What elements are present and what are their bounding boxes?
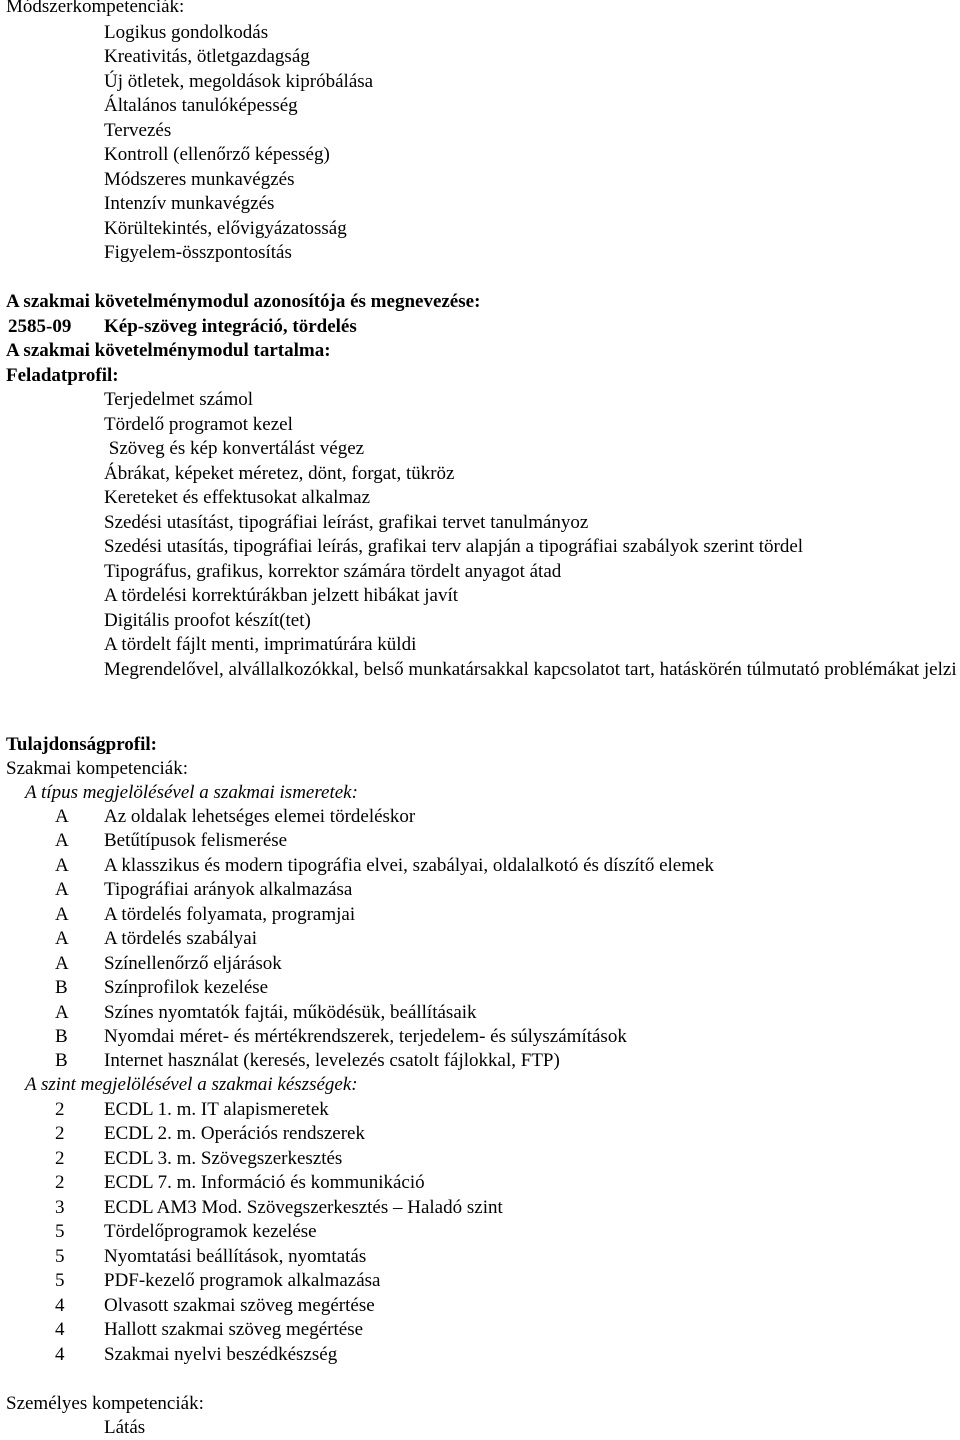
skill-level: 4: [55, 1295, 65, 1316]
knowledge-item: Az oldalak lehetséges elemei tördeléskor: [104, 806, 416, 827]
task-item: Szöveg és kép konvertálást végez: [104, 438, 365, 459]
method-item: Figyelem-összpontosítás: [104, 242, 292, 263]
skill-level: 5: [55, 1270, 65, 1291]
skill-item: ECDL 1. m. IT alapismeretek: [104, 1099, 329, 1120]
knowledge-code: A: [55, 953, 69, 974]
task-item: Tipográfus, grafikus, korrektor számára tördelt anyagot átad: [104, 561, 562, 582]
task-item: A tördelt fájlt menti, imprimatúrára küldi: [104, 634, 417, 655]
module-id-heading: A szakmai követelménymodul azonosítója és megnevezése:: [6, 291, 481, 312]
task-item: Digitális proofot készít(tet): [104, 610, 311, 631]
task-item: Terjedelmet számol: [104, 389, 254, 410]
knowledge-item: A tördelés szabályai: [104, 928, 258, 949]
skill-item: Hallott szakmai szöveg megértése: [104, 1319, 364, 1340]
task-item: Szedési utasítást, tipográfiai leírást, grafikai tervet tanulmányoz: [104, 512, 589, 533]
method-item: Logikus gondolkodás: [104, 22, 269, 43]
knowledge-code: A: [55, 855, 69, 876]
skill-level: 2: [55, 1123, 65, 1144]
knowledge-code: B: [55, 1050, 68, 1071]
skill-level: 5: [55, 1246, 65, 1267]
skill-item: Olvasott szakmai szöveg megértése: [104, 1295, 375, 1316]
knowledge-code: A: [55, 904, 69, 925]
task-item: Szedési utasítás, tipográfiai leírás, grafikai terv alapján a tipográfiai szabályok szerint tördel: [104, 536, 804, 557]
property-profile-heading: Tulajdonságprofil:: [6, 734, 157, 755]
skill-item: ECDL 7. m. Információ és kommunikáció: [104, 1172, 425, 1193]
method-item: Módszeres munkavégzés: [104, 169, 295, 190]
task-item: Megrendelővel, alvállalkozókkal, belső munkatársakkal kapcsolatot tart, hatáskörén túlmutató problémákat jelzi: [104, 659, 957, 680]
module-name: Kép-szöveg integráció, tördelés: [104, 316, 357, 337]
skill-item: Tördelőprogramok kezelése: [104, 1221, 317, 1242]
task-item: A tördelési korrektúrákban jelzett hibákat javít: [104, 585, 459, 606]
module-content-heading: A szakmai követelménymodul tartalma:: [6, 340, 331, 361]
knowledge-item: Nyomdai méret- és mértékrendszerek, terjedelem- és súlyszámítások: [104, 1026, 627, 1047]
skills-heading: A szint megjelölésével a szakmai készségek:: [25, 1074, 358, 1095]
knowledge-code: B: [55, 977, 68, 998]
knowledge-code: A: [55, 830, 69, 851]
method-item: Kreativitás, ötletgazdagság: [104, 46, 310, 67]
knowledge-code: A: [55, 806, 69, 827]
knowledge-code: A: [55, 1002, 69, 1023]
skill-item: ECDL 2. m. Operációs rendszerek: [104, 1123, 365, 1144]
skill-level: 5: [55, 1221, 65, 1242]
knowledge-item: Internet használat (keresés, levelezés csatolt fájlokkal, FTP): [104, 1050, 560, 1071]
task-item: Ábrákat, képeket méretez, dönt, forgat, tükröz: [104, 463, 455, 484]
knowledge-code: A: [55, 879, 69, 900]
skill-level: 2: [55, 1172, 65, 1193]
skill-item: Szakmai nyelvi beszédkészség: [104, 1344, 338, 1365]
knowledge-item: Színellenőrző eljárások: [104, 953, 282, 974]
skill-item: Nyomtatási beállítások, nyomtatás: [104, 1246, 367, 1267]
skill-level: 2: [55, 1148, 65, 1169]
skill-level: 4: [55, 1319, 65, 1340]
knowledge-item: Színprofilok kezelése: [104, 977, 269, 998]
method-item: Intenzív munkavégzés: [104, 193, 275, 214]
knowledge-heading: A típus megjelölésével a szakmai ismeretek:: [25, 782, 358, 803]
personal-item: Látás: [104, 1417, 146, 1438]
skill-item: ECDL AM3 Mod. Szövegszerkesztés – Haladó szint: [104, 1197, 503, 1218]
skill-level: 2: [55, 1099, 65, 1120]
method-competencies-heading: Módszerkompetenciák:: [6, 0, 185, 17]
knowledge-item: Tipográfiai arányok alkalmazása: [104, 879, 353, 900]
skill-level: 3: [55, 1197, 65, 1218]
method-item: Kontroll (ellenőrző képesség): [104, 144, 330, 165]
skill-level: 4: [55, 1344, 65, 1365]
method-item: Általános tanulóképesség: [104, 95, 298, 116]
module-code: 2585-09: [8, 316, 72, 337]
method-item: Körültekintés, elővigyázatosság: [104, 218, 347, 239]
method-item: Tervezés: [104, 120, 172, 141]
professional-competencies-heading: Szakmai kompetenciák:: [6, 758, 189, 779]
personal-competencies-heading: Személyes kompetenciák:: [6, 1393, 204, 1414]
task-item: Tördelő programot kezel: [104, 414, 293, 435]
task-profile-heading: Feladatprofil:: [6, 365, 119, 386]
knowledge-item: A klasszikus és modern tipográfia elvei, szabályai, oldalalkotó és díszítő elemek: [104, 855, 714, 876]
knowledge-item: A tördelés folyamata, programjai: [104, 904, 356, 925]
task-item: Kereteket és effektusokat alkalmaz: [104, 487, 371, 508]
knowledge-code: A: [55, 928, 69, 949]
knowledge-code: B: [55, 1026, 68, 1047]
knowledge-item: Színes nyomtatók fajtái, működésük, beállításaik: [104, 1002, 477, 1023]
knowledge-item: Betűtípusok felismerése: [104, 830, 288, 851]
method-item: Új ötletek, megoldások kipróbálása: [104, 71, 374, 92]
skill-item: PDF-kezelő programok alkalmazása: [104, 1270, 381, 1291]
skill-item: ECDL 3. m. Szövegszerkesztés: [104, 1148, 343, 1169]
